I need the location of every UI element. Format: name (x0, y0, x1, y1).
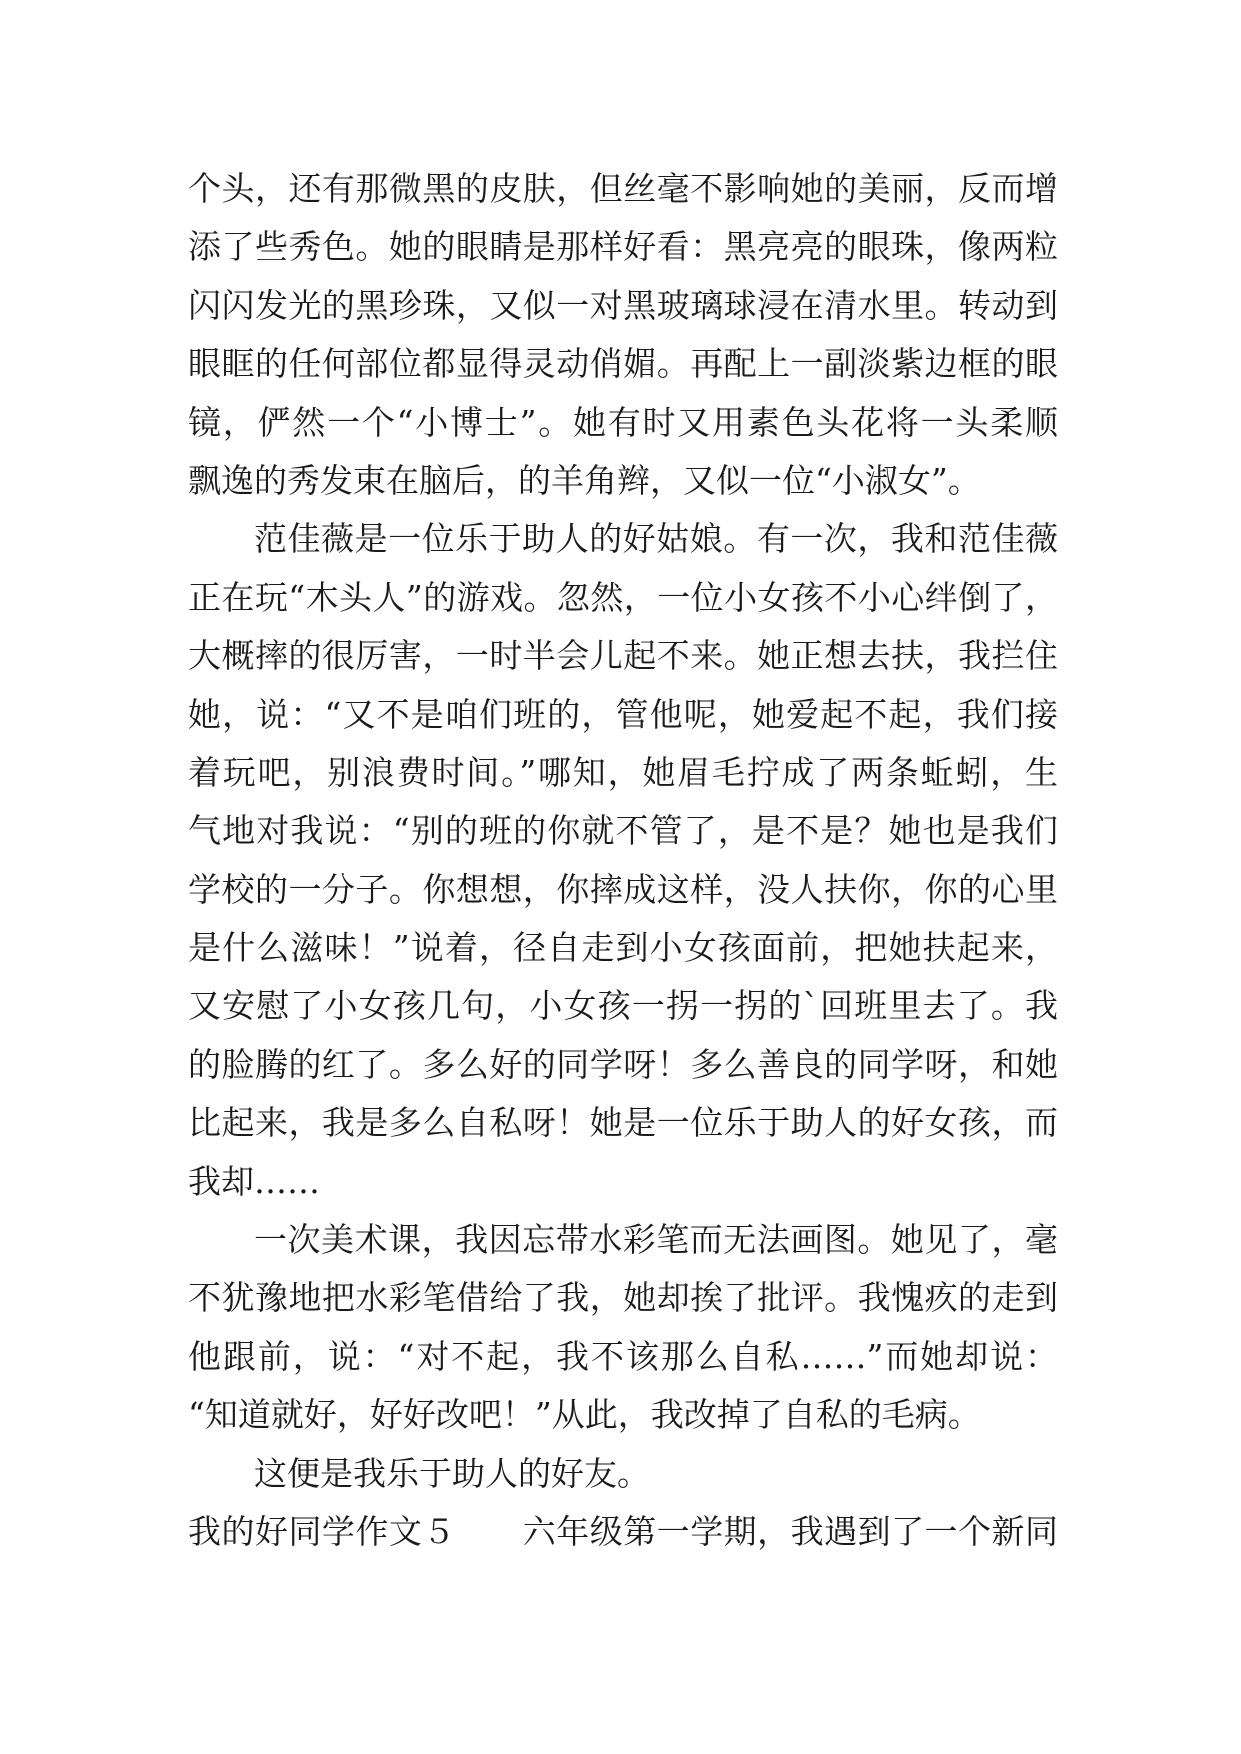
text-line: 眼眶的任何部位都显得灵动俏媚。再配上一副淡紫边框的眼 (188, 344, 1058, 384)
text-line: 不犹豫地把水彩笔借给了我，她却挨了批评。我愧疚的走到 (188, 1278, 1058, 1318)
text-line: 着玩吧，别浪费时间。”哪知，她眉毛拧成了两条蚯蚓，生 (188, 752, 1058, 792)
text-line: 闪闪发光的黑珍珠，又似一对黑玻璃球浸在清水里。转动到 (188, 285, 1058, 325)
text-line: 他跟前，说：“对不起，我不该那么自私……”而她却说： (188, 1336, 1058, 1376)
text-line: 个头，还有那微黑的皮肤，但丝毫不影响她的美丽，反而增 (188, 169, 1058, 208)
text-line: 她，说：“又不是咱们班的，管他呢，她爱起不起，我们接 (188, 694, 1058, 734)
paragraph-first-line: 一次美术课，我因忘带水彩笔而无法画图。她见了，毫 (254, 1220, 1058, 1260)
text-line: 飘逸的秀发束在脑后，的羊角辫，又似一位“小淑女”。 (188, 460, 981, 500)
essay-heading-line: 我的好同学作文５ 六年级第一学期，我遇到了一个新同 (188, 1511, 1058, 1551)
paragraph-first-line: 范佳薇是一位乐于助人的好姑娘。有一次，我和范佳薇 (254, 519, 1058, 559)
text-line: 添了些秀色。她的眼睛是那样好看：黑亮亮的眼珠，像两粒 (188, 227, 1058, 267)
text-line: 的脸腾的红了。多么好的同学呀！多么善良的同学呀，和她 (188, 1044, 1058, 1084)
text-line: 比起来，我是多么自私呀！她是一位乐于助人的好女孩，而 (188, 1103, 1058, 1143)
text-line: 是什么滋味！”说着，径自走到小女孩面前，把她扶起来， (188, 928, 1058, 968)
text-line: 大概摔的很厉害，一时半会儿起不来。她正想去扶，我拦住 (188, 636, 1058, 676)
paragraph-first-line: 这便是我乐于助人的好友。 (254, 1453, 650, 1493)
text-line: 学校的一分子。你想想，你摔成这样，没人扶你，你的心里 (188, 869, 1058, 909)
text-line: 我却…… (188, 1161, 320, 1201)
text-line: 又安慰了小女孩几句，小女孩一拐一拐的`回班里去了。我 (188, 986, 1058, 1026)
text-line: 镜，俨然一个“小博士”。她有时又用素色头花将一头柔顺 (188, 402, 1058, 442)
document-body (188, 160, 1058, 1561)
text-line: “知道就好，好好改吧！”从此，我改掉了自私的毛病。 (188, 1395, 981, 1435)
text-line: 正在玩“木头人”的游戏。忽然，一位小女孩不小心绊倒了， (188, 577, 1058, 617)
text-line: 气地对我说：“别的班的你就不管了，是不是？她也是我们 (188, 811, 1058, 851)
